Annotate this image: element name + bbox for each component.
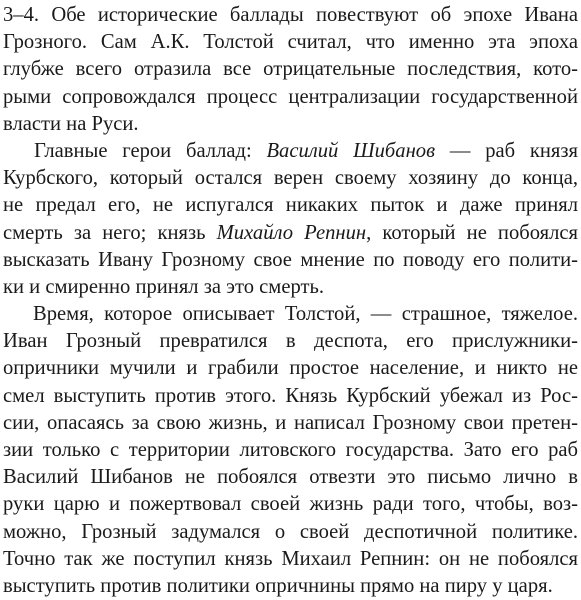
text-line: не предал его, не испугался никаких пыток и даже принял <box>3 194 578 217</box>
text-run: Главные герои баллад: <box>34 139 267 162</box>
text-line: Точно так же поступил князь Михаил Репнин: он не побоялся <box>3 547 578 570</box>
text-line: Курбского, который остался верен своему хозяину до конца, <box>3 167 578 190</box>
text-line: можно, Грозный задумался о своей деспотичной политике. <box>3 520 578 543</box>
text-line: рыми сопровождался процесс централизации государственной <box>3 85 578 108</box>
text-run: — раб князя <box>435 139 578 162</box>
text-line: Иван Грозный превратился в деспота, его прислужники- <box>3 330 578 353</box>
text-line: руки царю и пожертвовал своей жизнь ради того, чтобы, воз- <box>3 493 578 516</box>
text-line: Время, которое описывает Толстой, — страшное, тяжелое. <box>33 303 578 326</box>
paragraph-3 <box>3 301 578 600</box>
text-line <box>3 220 578 247</box>
text-run: , который не побоялся <box>366 221 578 244</box>
text-line: глубже всего отразила все отрицательные последствия, кото- <box>3 58 578 81</box>
paragraph-2 <box>3 138 578 301</box>
text-line: 3–4. Обе исторические баллады повествуют об эпохе Ивана <box>3 4 578 26</box>
text-line: власти на Руси. <box>3 112 139 135</box>
text-run: смерть за него; князь <box>3 221 217 244</box>
text-line: зии только с территории литовского государства. Зато его раб <box>3 439 578 461</box>
text-line: опричники мучили и грабили простое население, и никто не <box>3 357 578 380</box>
text-line: выступить против политики опричнины прямо на пиру у царя. <box>3 574 553 597</box>
text-line: Василий Шибанов не побоялся отвезти это письмо лично в <box>3 466 578 489</box>
text-line: высказать Ивану Грозному свое мнение по поводу его полити- <box>3 248 578 271</box>
text-line: смел выступить против этого. Князь Курбский убежал из Рос- <box>3 384 578 407</box>
paragraph-1 <box>3 2 578 138</box>
hero-name-repnin: Михайло Репнин <box>216 221 367 244</box>
hero-name-shibanov: Василий Шибанов <box>266 139 436 162</box>
text-line: ки и смиренно принял за это смерть. <box>3 275 325 298</box>
text-line: сии, опасаясь за свою жизнь, и написал Грозному свои претен- <box>3 411 578 434</box>
text-line <box>3 138 578 165</box>
text-line: Грозного. Сам А.К. Толстой считал, что именно эта эпоха <box>3 31 578 54</box>
